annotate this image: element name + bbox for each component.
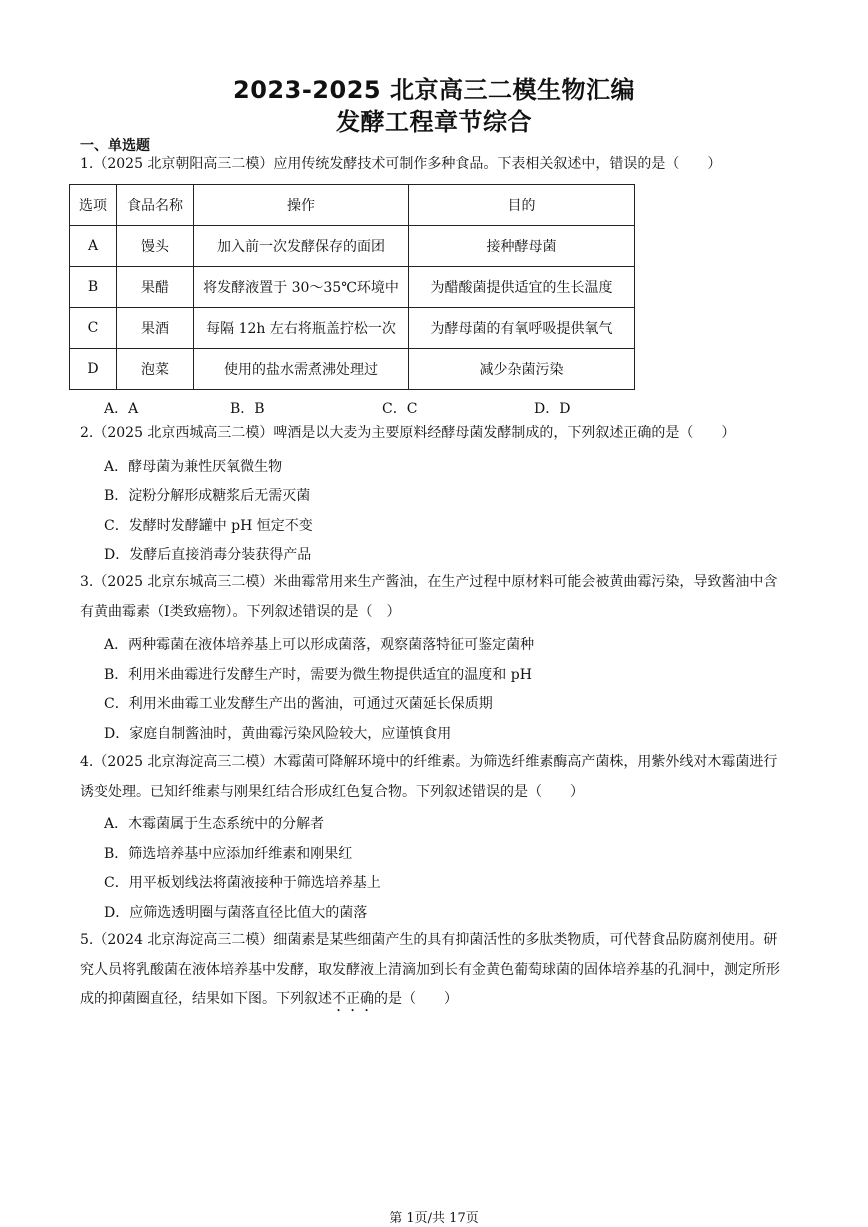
option-b: B．B [230,401,265,417]
option-c: C．发酵时发酵罐中 pH 恒定不变 [104,518,313,534]
table-header: 食品名称 [117,185,194,226]
table-cell: 使用的盐水需煮沸处理过 [194,349,409,390]
option-a: A．木霉菌属于生态系统中的分解者 [104,816,325,832]
table-row [70,226,635,267]
table-header: 操作 [194,185,409,226]
table-row [70,267,635,308]
table-header: 目的 [409,185,635,226]
table-cell: 果酒 [117,308,194,349]
option-c: C．C [382,401,418,417]
table-cell: 为酵母菌的有氧呼吸提供氧气 [409,308,635,349]
table-cell: C [70,308,117,349]
table-row [70,308,635,349]
table-cell: A [70,226,117,267]
option-a: A．酵母菌为兼性厌氧微生物 [104,459,283,475]
option-a: A．两种霉菌在液体培养基上可以形成菌落，观察菌落特征可鉴定菌种 [104,637,535,653]
table-cell: 加入前一次发酵保存的面团 [194,226,409,267]
page-number: 第 1页/共 17页 [389,1211,479,1226]
option-a: A．A [104,401,139,417]
table-cell: 每隔 12h 左右将瓶盖拧松一次 [194,308,409,349]
question-5-stem [80,926,790,1015]
option-c: C．利用米曲霉工业发酵生产出的酱油，可通过灭菌延长保质期 [104,696,493,712]
question-1-options [104,398,704,418]
table-cell: 接种酵母菌 [409,226,635,267]
question-2-stem: 2.（2025 北京西城高三二模）啤酒是以大麦为主要原料经酵母菌发酵制成的，下列叙述正确的是（ ） [80,425,736,441]
table-header-row [70,185,635,226]
table-cell: D [70,349,117,390]
question-1-table [69,184,635,390]
table-header: 选项 [70,185,117,226]
option-b: B．淀粉分解形成糖浆后无需灭菌 [104,488,311,504]
section-heading: 一、单选题 [80,138,150,154]
table-cell: 果醋 [117,267,194,308]
question-4-stem: 4.（2025 北京海淀高三二模）木霉菌可降解环境中的纤维素。为筛选纤维素酶高产菌株，用紫外线对木霉菌进行诱变处理。已知纤维素与刚果红结合形成红色复合物。下列叙述错误的是（ ） [80,754,778,800]
question-5-text: 5.（2024 北京海淀高三二模）细菌素是某些细菌产生的具有抑菌活性的多肽类物质，可代替食品防腐剂使用。研究人员将乳酸菌在液体培养基中发酵，取发酵液上清滴加到长有金黄色葡萄球菌的固体培养基的孔洞中，测定所形成的抑菌圈直径，结果如下图。下列叙述 [80,932,780,1007]
option-b: B．利用米曲霉进行发酵生产时，需要为微生物提供适宜的温度和 pH [104,667,532,683]
page-subtitle: 发酵工程章节综合 [336,108,532,136]
table-cell: 为醋酸菌提供适宜的生长温度 [409,267,635,308]
option-c: C．用平板划线法将菌液接种于筛选培养基上 [104,875,381,891]
table-cell: B [70,267,117,308]
table-cell: 将发酵液置于 30～35℃环境中 [194,267,409,308]
table-cell: 泡菜 [117,349,194,390]
option-b: B．筛选培养基中应添加纤维素和刚果红 [104,846,353,862]
option-d: D．家庭自制酱油时，黄曲霉污染风险较大，应谨慎食用 [104,726,452,742]
table-cell: 馒头 [117,226,194,267]
option-d: D．发酵后直接消毒分装获得产品 [104,547,312,563]
table-cell: 减少杂菌污染 [409,349,635,390]
question-1-stem: 1.（2025 北京朝阳高三二模）应用传统发酵技术可制作多种食品。下表相关叙述中，错误的是（ ） [80,156,722,172]
table-row [70,349,635,390]
option-d: D．D [534,401,571,417]
option-d: D．应筛选透明圈与菌落直径比值大的菌落 [104,905,368,921]
question-5-tail: 的是（ ） [374,991,458,1007]
emphasis-text: 不正确 [332,991,374,1007]
page-title: 2023-2025 北京高三二模生物汇编 [233,76,635,104]
question-3-stem: 3.（2025 北京东城高三二模）米曲霉常用来生产酱油，在生产过程中原材料可能会被黄曲霉污染，导致酱油中含有黄曲霉素（I类致癌物）。下列叙述错误的是（ ） [80,574,778,620]
